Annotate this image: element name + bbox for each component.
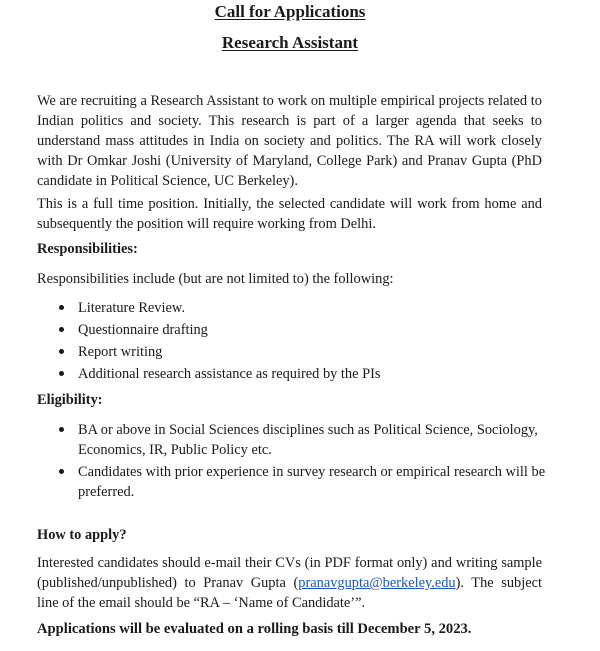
eligibility-list (37, 420, 547, 504)
list-item: Additional research assistance as required by the PIs (37, 364, 547, 384)
list-item: Report writing (37, 342, 547, 362)
intro-paragraph: We are recruiting a Research Assistant to work on multiple empirical projects related to Indian politics and society. This research is part of a larger agenda that seeks to understand mass attitudes in India on society and politics. The RA will work closely with Dr Omkar Joshi (University of Maryland, College Park) and Pranav Gupta (PhD candidate in Political Science, UC Berkeley). (37, 93, 542, 189)
list-item: BA or above in Social Sciences disciplines such as Political Science, Sociology, Economics, IR, Public Policy etc. (37, 420, 547, 460)
position-paragraph: This is a full time position. Initially, the selected candidate will work from home and subsequently the position will require working from Delhi. (37, 196, 542, 232)
eligibility-heading: Eligibility: (37, 392, 103, 408)
email-link[interactable]: pranavgupta@berkeley.edu (298, 575, 456, 591)
list-item: Questionnaire drafting (37, 320, 547, 340)
deadline-statement: Applications will be evaluated on a rolling basis till December 5, 2023. (37, 621, 472, 637)
how-to-apply-heading: How to apply? (37, 527, 127, 543)
bullet-icon (59, 427, 64, 432)
responsibilities-heading: Responsibilities: (37, 241, 138, 257)
responsibilities-intro: Responsibilities include (but are not limited to) the following: (37, 271, 394, 287)
page-title: Call for Applications (214, 2, 366, 21)
bullet-icon (59, 305, 64, 310)
bullet-icon (59, 371, 64, 376)
bullet-icon (59, 469, 64, 474)
list-item: Literature Review. (37, 298, 547, 318)
page-subtitle: Research Assistant (221, 33, 359, 52)
list-item: Candidates with prior experience in survey research or empirical research will be preferred. (37, 462, 547, 502)
responsibilities-list (37, 298, 547, 386)
bullet-icon (59, 349, 64, 354)
apply-paragraph: Interested candidates should e-mail their CVs (in PDF format only) and writing sample (published/unpublished) to Pranav Gupta (pranavgupta@berkeley.edu). The subject line of the email should be “RA – ‘Name of Candidate’”. (37, 555, 542, 611)
bullet-icon (59, 327, 64, 332)
